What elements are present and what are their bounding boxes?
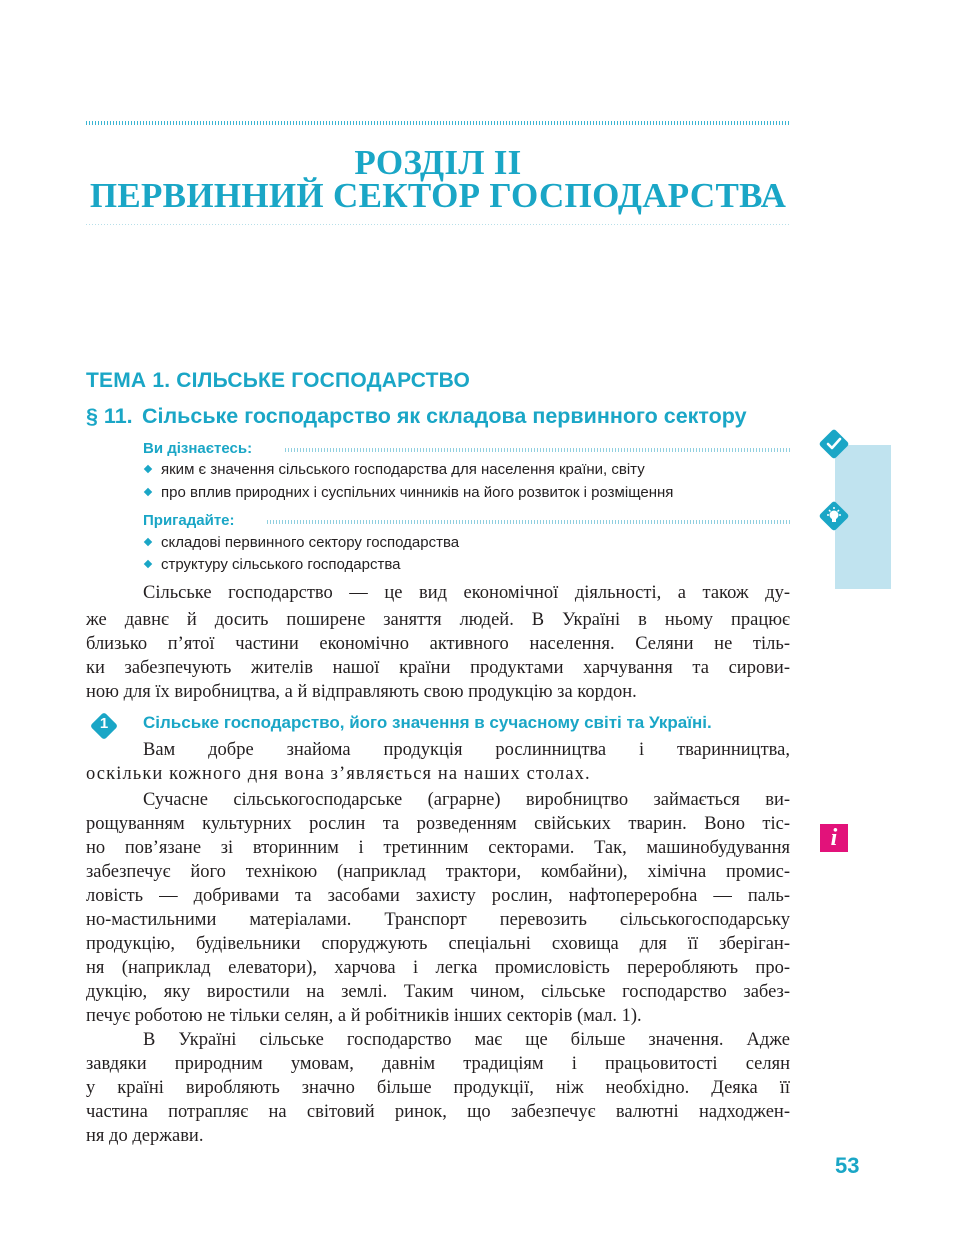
para1-line: Вам добре знайома продукція рослинництва і тваринництва, bbox=[143, 740, 790, 760]
para2-line: ловість — добривами та засобами захисту рослин, нафтопереробна — паль- bbox=[86, 886, 790, 906]
para1-line: оскільки кожного дня вона з’являється на наших столах. bbox=[86, 764, 591, 784]
recall-item: структуру сільського господарства bbox=[143, 556, 401, 573]
para2-line: но пов’язане зі вторинним і третинним секторами. Так, машинобудування bbox=[86, 838, 790, 858]
intro-line: ною для їх виробництва, а й відправляють свою продукцію за кордон. bbox=[86, 682, 637, 702]
intro-line: Сільське господарство — це вид економічної діяльності, а також ду- bbox=[143, 583, 790, 603]
info-icon: i bbox=[820, 824, 848, 852]
section-heading bbox=[86, 404, 747, 429]
para3-line: у країні виробляють значно більше продукції, ніж необхідно. Деяка її bbox=[86, 1078, 790, 1098]
learn-label: Ви дізнаєтесь: bbox=[143, 440, 253, 457]
para2-line: рощуванням культурних рослин та розведенням свійських тварин. Воно тіс- bbox=[86, 814, 790, 834]
para2-line: продукцію, будівельники споруджують спеціальні сховища для її зберіган- bbox=[86, 934, 790, 954]
para3-line: ня до держави. bbox=[86, 1126, 204, 1146]
subheading-number-badge: 1 bbox=[90, 712, 118, 740]
page-number: 53 bbox=[835, 1153, 860, 1178]
para2-line: но-мастильними матеріалами. Транспорт перевозить сільськогосподарську bbox=[86, 910, 790, 930]
para2-line: забезпечує його технікою (наприклад трактори, комбайни), хімічна промис- bbox=[86, 862, 790, 882]
bullet-diamond-icon bbox=[144, 465, 152, 473]
recall-item: складові первинного сектору господарства bbox=[143, 534, 459, 551]
lightbulb-icon bbox=[818, 500, 850, 532]
bullet-diamond-icon bbox=[144, 488, 152, 496]
header-dotted-rule bbox=[86, 121, 790, 125]
chapter-title-line2: ПЕРВИННИЙ СЕКТОР ГОСПОДАРСТВА bbox=[89, 176, 787, 215]
learn-item: про вплив природних і суспільних чинників на його розвиток і розміщення bbox=[143, 484, 673, 501]
para2-line: ня (наприклад елеватори), харчова і легка промисловість переробляють про- bbox=[86, 958, 790, 978]
chapter-title-line1: РОЗДІЛ II bbox=[354, 143, 522, 182]
bullet-diamond-icon bbox=[144, 538, 152, 546]
recall-dotted-rule bbox=[267, 520, 790, 524]
header-bottom-rule bbox=[86, 224, 790, 225]
section-title: Сільське господарство як складова первинного сектору bbox=[142, 404, 747, 428]
para2-line: печує роботою не тільки селян, а й робітників інших секторів (мал. 1). bbox=[86, 1006, 642, 1026]
recall-label: Пригадайте: bbox=[143, 512, 235, 529]
subheading-title: Сільське господарство, його значення в сучасному світі та Україні. bbox=[143, 713, 712, 732]
para2-line: дукцію, яку виростили на землі. Таким чином, сільське господарство забез- bbox=[86, 982, 790, 1002]
intro-line: близько п’ятої частини економічно активного населення. Селяни не тіль- bbox=[86, 634, 790, 654]
checkmark-icon bbox=[818, 428, 850, 460]
section-number: § 11. bbox=[86, 404, 133, 428]
para2-line: Сучасне сільськогосподарське (аграрне) виробництво займається ви- bbox=[143, 790, 790, 810]
para3-line: завдяки природним умовам, давнім традиціям і працьовитості селян bbox=[86, 1054, 790, 1074]
learn-dotted-rule bbox=[285, 448, 790, 452]
intro-line: же давнє й досить поширене заняття людей. В Україні в ньому працює bbox=[86, 610, 790, 630]
intro-line: ки забезпечують жителів нашої країни продуктами харчування та сирови- bbox=[86, 658, 790, 678]
topic-heading: ТЕМА 1. СІЛЬСЬКЕ ГОСПОДАРСТВО bbox=[86, 369, 471, 392]
bullet-diamond-icon bbox=[144, 560, 152, 568]
para3-line: В Україні сільське господарство має ще більше значення. Адже bbox=[143, 1030, 790, 1050]
learn-item: яким є значення сільського господарства для населення країни, світу bbox=[143, 461, 645, 478]
para3-line: частина потрапляє на світовий ринок, що забезпечує валютні надходжен- bbox=[86, 1102, 790, 1122]
